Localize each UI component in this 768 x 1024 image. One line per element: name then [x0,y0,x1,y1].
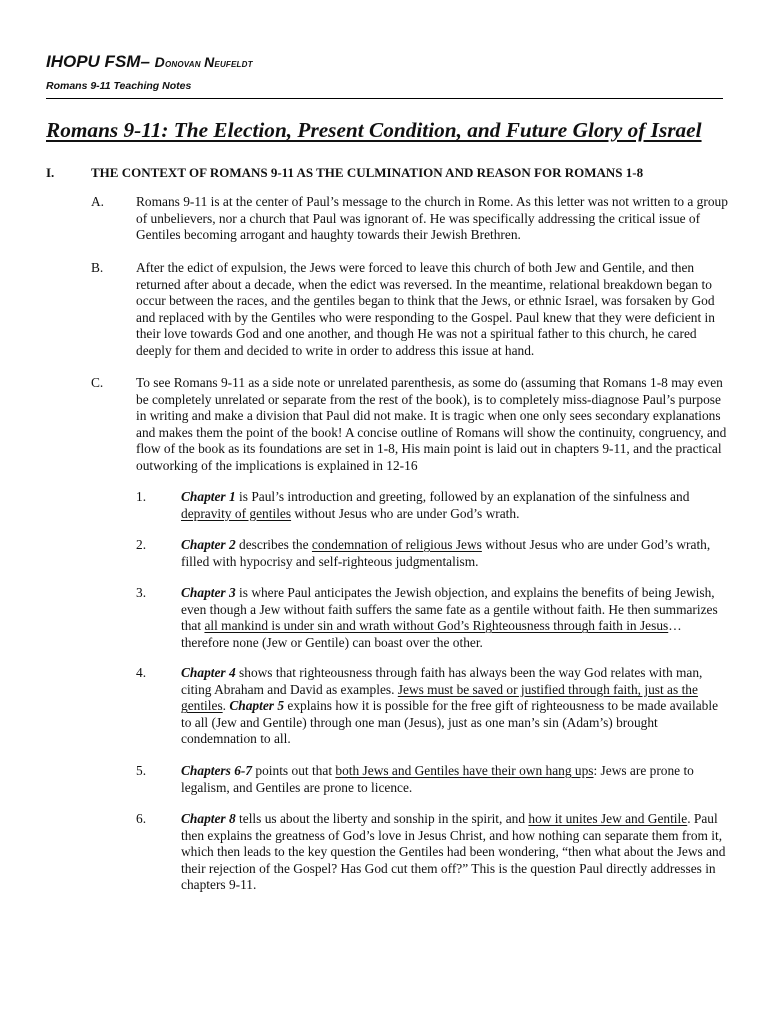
chapter-label: Chapters 6-7 [181,763,253,778]
list-item: Chapters 6-7 points out that both Jews and Gentiles have their own hang ups: Jews are prone to legalism, and Gentiles are prone to licence. [181,763,694,795]
chapter-label: Chapter 8 [181,811,236,826]
underlined-phrase: Jews must be saved or justified through faith, just as the gentiles [181,681,698,714]
section-number: I. [46,165,55,180]
page-title: Romans 9-11: The Election, Present Condition, and Future Glory of Israel [46,118,702,142]
list-item: Chapter 4 shows that righteousness through faith has always been the way God relates with man, citing Abraham and David as examples. Jews must be saved or justified through faith, just as the gentiles. Chapter 5 explains how it is possible for the free gift of righteousness to be made available to all (Jew and Gentile) through one man (Jesus), just as one man’s sin (Adam’s) brought condemnation to all. [181,665,719,747]
list-item: Chapter 3 is where Paul anticipates the Jewish objection, and explains the benefits of being Jewish, even though a Jew without faith suffers the same fate as a gentile without faith. He then summarizes that all mankind is under sin and wrath without God’s Righteousness through faith in Jesus… therefore none (Jew or Gentile) can boast over the other. [181,585,718,650]
list-item-number: 6. [136,811,147,826]
document-subtitle: Romans 9-11 Teaching Notes [46,80,192,92]
paragraph-text: After the edict of expulsion, the Jews were forced to leave this church of both Jew and Gentile, and then returned after about a decade, when the edict was reversed. In the meantime, relational breakdown began to occur between the races, and the gentiles began to think that the Jews, or ethnic Israel, was forsaken by God and replaced with by the Gentiles who were responding to the Gospel. Paul knew that they were deficient in their love towards God and one another, and though He was not a spiritual father to this church, he cared deeply for them and decided to write in order to address this issue at hand. [136,260,715,358]
list-item-number: 4. [136,665,147,680]
list-item: Chapter 2 describes the condemnation of religious Jews without Jesus who are under God’s wrath, filled with hypocrisy and self-righteous judgmentalism. [181,537,711,569]
paragraph-label: C. [91,375,104,390]
list-item: Chapter 1 is Paul’s introduction and greeting, followed by an explanation of the sinfulness and depravity of gentiles without Jesus who are under God’s wrath. [181,489,690,521]
chapter-label: Chapter 5 [229,698,285,714]
org-name: IHOPU FSM– [46,52,150,71]
header-divider [46,98,723,99]
underlined-phrase: all mankind is under sin and wrath without God’s Righteousness through faith in Jesus [204,618,669,634]
document-header-org [46,52,253,72]
paragraph-text: Romans 9-11 is at the center of Paul’s message to the church in Rome. As this letter was not written to a group of unbelievers, nor a church that Paul was ignorant of. He was specifically addressing the critical issue of Gentiles becoming arrogant and haughty towards their Jewish Brethren. [136,194,728,243]
paragraph-label: B. [91,260,104,275]
section-title: THE CONTEXT OF ROMANS 9-11 AS THE CULMINATION AND REASON FOR ROMANS 1-8 [91,165,644,180]
list-item-number: 5. [136,763,147,778]
underlined-phrase: depravity of gentiles [181,505,292,521]
chapter-label: Chapter 2 [181,537,236,552]
chapter-label: Chapter 1 [181,489,236,504]
list-item-number: 2. [136,537,147,552]
underlined-phrase: both Jews and Gentiles have their own hang ups [335,763,594,778]
chapter-label: Chapter 4 [181,665,236,680]
list-item-number: 1. [136,489,147,504]
list-item-number: 3. [136,585,147,600]
paragraph-text: To see Romans 9-11 as a side note or unrelated parenthesis, as some do (assuming that Romans 1-8 may even be completely unrelated or separate from the rest of the book), is to completely miss-diagnose Paul’s purpose in writing and make a division that Paul did not make. It is tragic when one only sees secondary explanations and makes them the point of the book! A concise outline of Romans will show the continuity, congruency, and flow of the book as its foundations are set in 1-8, His main point is laid out in chapters 9-11, and the practical outworking of the implications is explained in 12-16 [136,375,727,473]
author-name: Donovan Neufeldt [154,54,253,70]
underlined-phrase: how it unites Jew and Gentile [528,811,688,826]
paragraph-label: A. [91,194,105,209]
chapter-label: Chapter 3 [181,585,236,600]
underlined-phrase: condemnation of religious Jews [311,537,482,552]
list-item: Chapter 8 tells us about the liberty and sonship in the spirit, and how it unites Jew and Gentile. Paul then explains the greatness of God’s love in Jesus Christ, and how nothing can separate them from it, which then leads to the key question the Gentiles had been wondering, “then what about the Jews and their rejection of the Gospel? Has God cut them off?” This is the question Paul directly addresses in chapters 9-11. [181,811,726,893]
